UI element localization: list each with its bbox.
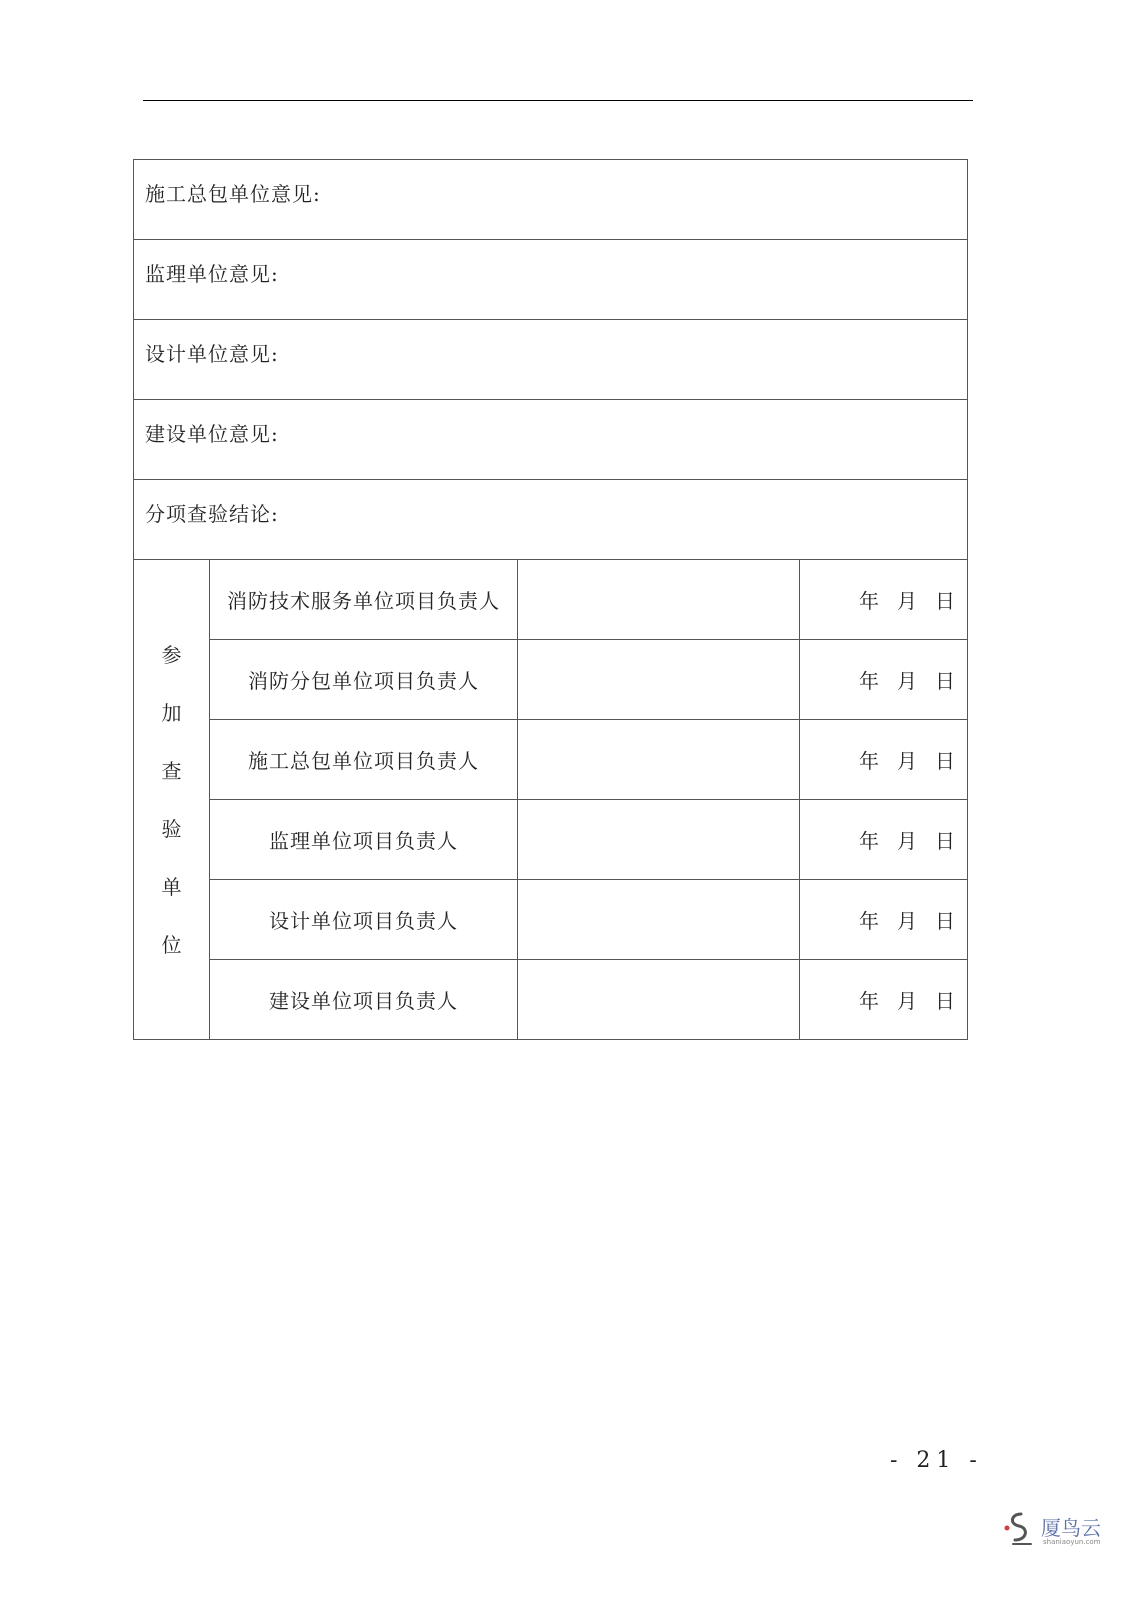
signer-role: 消防技术服务单位项目负责人 <box>210 560 518 640</box>
signature-cell[interactable] <box>518 640 800 720</box>
signature-cell[interactable] <box>518 800 800 880</box>
inspection-form-table <box>133 159 968 1040</box>
date-cell[interactable]: 年 月 日 <box>800 640 968 720</box>
date-cell[interactable]: 年 月 日 <box>800 800 968 880</box>
opinion-label: 设计单位意见: <box>145 342 279 366</box>
date-cell[interactable]: 年 月 日 <box>800 880 968 960</box>
watermark-text: 厦鸟云 <box>1041 1516 1101 1540</box>
signature-cell[interactable] <box>518 960 800 1040</box>
signer-row <box>134 720 968 800</box>
watermark-subtext: shaniaoyun.com <box>1043 1538 1101 1546</box>
opinion-label: 施工总包单位意见: <box>145 182 321 206</box>
opinion-label: 建设单位意见: <box>145 422 279 446</box>
opinion-row <box>134 400 968 480</box>
signer-row <box>134 880 968 960</box>
opinion-row <box>134 240 968 320</box>
signer-row <box>134 800 968 880</box>
signer-role: 设计单位项目负责人 <box>210 880 518 960</box>
signature-cell[interactable] <box>518 720 800 800</box>
date-cell[interactable]: 年 月 日 <box>800 560 968 640</box>
conclusion-label: 分项查验结论: <box>145 502 279 526</box>
signer-row <box>134 960 968 1040</box>
signer-role: 施工总包单位项目负责人 <box>210 720 518 800</box>
date-cell[interactable]: 年 月 日 <box>800 720 968 800</box>
conclusion-row <box>134 480 968 560</box>
opinion-label: 监理单位意见: <box>145 262 279 286</box>
signer-role: 监理单位项目负责人 <box>210 800 518 880</box>
signer-role: 建设单位项目负责人 <box>210 960 518 1040</box>
opinion-row <box>134 160 968 240</box>
participating-units-label: 参 加 查 验 单 位 <box>134 560 210 1040</box>
watermark-logo <box>1003 1510 1103 1550</box>
signature-cell[interactable] <box>518 880 800 960</box>
opinion-row <box>134 320 968 400</box>
date-cell[interactable]: 年 月 日 <box>800 960 968 1040</box>
header-rule <box>143 100 973 101</box>
signer-role: 消防分包单位项目负责人 <box>210 640 518 720</box>
page-number: - 21 - <box>890 1448 983 1473</box>
bird-icon <box>1003 1510 1039 1550</box>
signer-row <box>134 560 968 640</box>
signature-cell[interactable] <box>518 560 800 640</box>
signer-row <box>134 640 968 720</box>
